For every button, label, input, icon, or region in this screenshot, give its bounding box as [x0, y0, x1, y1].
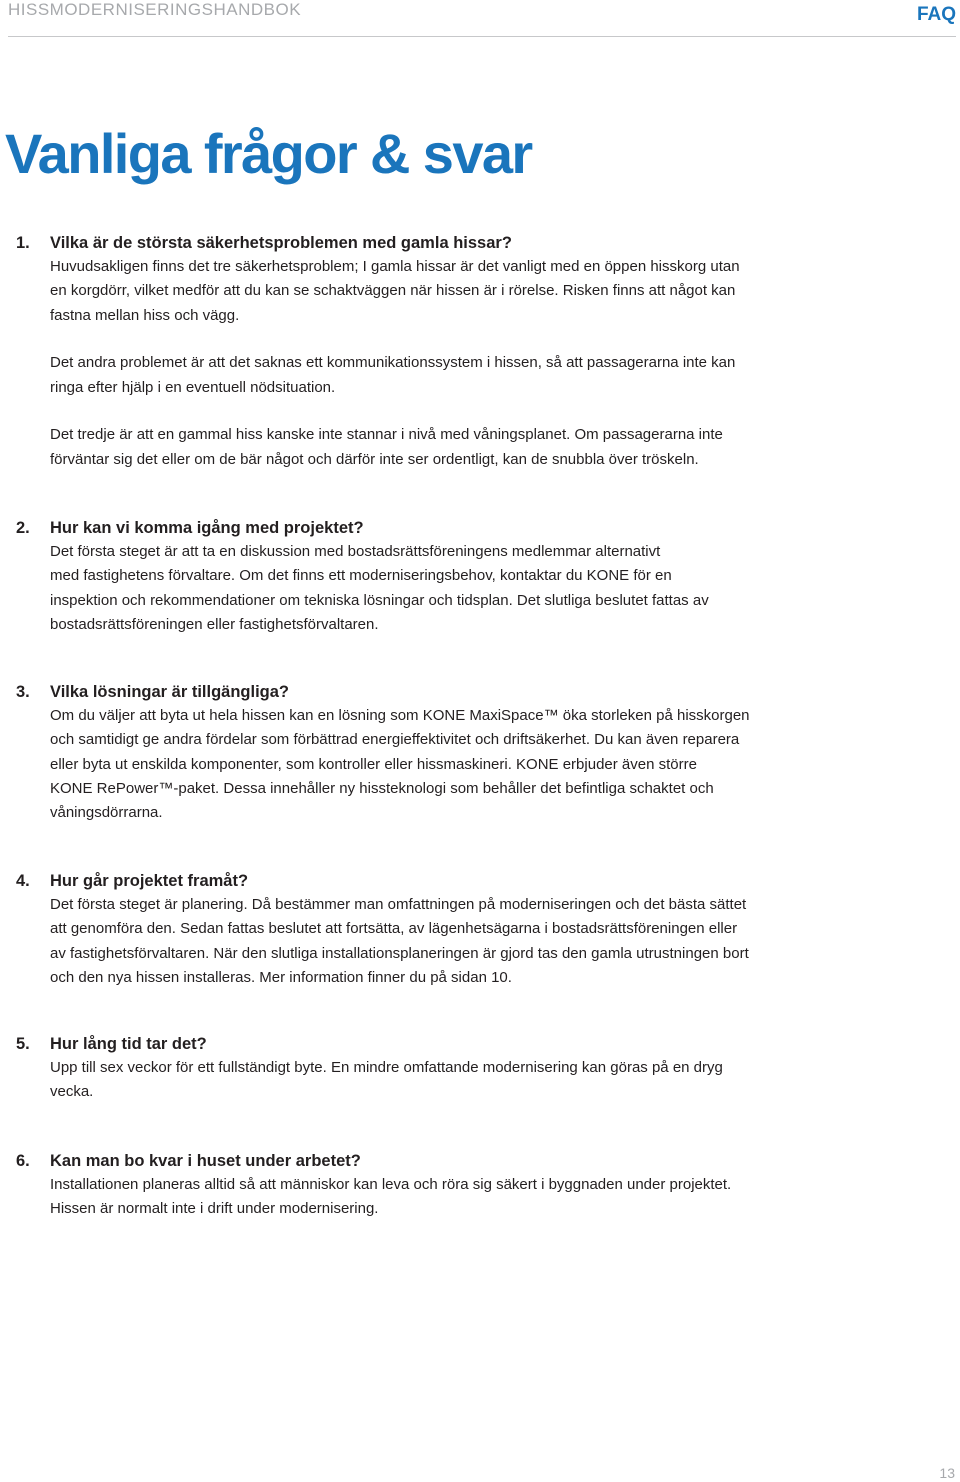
faq-number: 4. — [16, 872, 30, 890]
faq-question-text: Hur går projektet framåt? — [50, 872, 249, 890]
faq-answer — [50, 1056, 846, 1105]
faq-paragraph — [50, 1173, 846, 1222]
page-number: 13 — [939, 1465, 955, 1481]
faq-paragraph — [50, 1056, 846, 1105]
faq-item-4 — [16, 869, 846, 990]
text-line: Om du väljer att byta ut hela hissen kan en lösning som KONE MaxiSpace™ öka storleken på hisskorgen — [50, 707, 750, 724]
faq-item-3 — [16, 680, 846, 825]
faq-question-text: Vilka är de största säkerhetsproblemen med gamla hissar? — [50, 234, 512, 252]
faq-item-2 — [16, 516, 846, 637]
text-line: ringa efter hjälp i en eventuell nödsituation. — [50, 378, 336, 396]
faq-answer — [50, 540, 846, 637]
text-line: förväntar sig det eller om de bär något och därför inte ser ordentligt, kan de snubbla över tröskeln. — [50, 450, 699, 468]
text-line: våningsdörrarna. — [50, 804, 163, 822]
page-title: Vanliga frågor & svar — [5, 121, 532, 185]
faq-question — [16, 1149, 846, 1173]
faq-number: 3. — [16, 683, 30, 701]
faq-question-text: Hur lång tid tar det? — [50, 1035, 207, 1053]
faq-number: 6. — [16, 1152, 30, 1170]
section-label: FAQ — [916, 4, 956, 25]
text-line: av fastighetsförvaltaren. När den slutliga installationsplaneringen är gjord tas den gamla utrustningen bort — [50, 944, 749, 962]
text-line: Huvudsakligen finns det tre säkerhetsproblem; I gamla hissar är det vanligt med en öppen hisskorg utan — [50, 258, 740, 275]
text-line: Installationen planeras alltid så att människor kan leva och röra sig säkert i byggnaden under projektet. — [50, 1176, 732, 1193]
text-line: eller byta ut enskilda komponenter, som kontroller eller hissmaskineri. KONE erbjuder även större — [50, 755, 697, 773]
header-divider — [8, 36, 956, 37]
faq-answer — [50, 704, 846, 825]
faq-paragraph — [50, 704, 846, 825]
text-line: och den nya hissen installeras. Mer information finner du på sidan 10. — [50, 968, 512, 986]
faq-question — [16, 869, 846, 893]
faq-answer — [50, 1173, 846, 1222]
faq-paragraph — [50, 255, 846, 328]
text-line: Det första steget är att ta en diskussion med bostadsrättsföreningens medlemmar alternativt — [50, 543, 661, 560]
faq-question-text: Vilka lösningar är tillgängliga? — [50, 683, 290, 701]
faq-question — [16, 516, 846, 540]
faq-item-6 — [16, 1149, 846, 1222]
text-line: att genomföra den. Sedan fattas beslutet att fortsätta, av lägenhetsägarna i bostadsrättsföreningen eller — [50, 920, 738, 938]
faq-paragraph — [50, 351, 846, 400]
faq-question-text: Hur kan vi komma igång med projektet? — [50, 519, 364, 537]
handbook-title: HISSMODERNISERINGSHANDBOK — [8, 0, 302, 19]
faq-item-1 — [16, 231, 846, 472]
text-line: KONE RePower™-paket. Dessa innehåller ny hissteknologi som behåller det befintliga schaktet och — [50, 779, 714, 797]
faq-question — [16, 680, 846, 704]
faq-number: 5. — [16, 1035, 30, 1053]
text-line: inspektion och rekommendationer om tekniska lösningar och tidsplan. Det slutliga beslutet fattas av — [50, 591, 709, 609]
text-line: Det andra problemet är att det saknas ett kommunikationssystem i hissen, så att passagerarna inte kan — [50, 354, 736, 372]
text-line: Hissen är normalt inte i drift under modernisering. — [50, 1200, 379, 1218]
text-line: vecka. — [50, 1083, 94, 1101]
text-line: Det tredje är att en gammal hiss kanske inte stannar i nivå med våningsplanet. Om passagerarna inte — [50, 426, 723, 444]
text-line: Upp till sex veckor för ett fullständigt byte. En mindre omfattande modernisering kan göras på en dryg — [50, 1059, 723, 1076]
faq-paragraph — [50, 540, 846, 637]
faq-number: 2. — [16, 519, 30, 537]
faq-answer — [50, 893, 846, 990]
faq-question — [16, 231, 846, 255]
faq-number: 1. — [16, 234, 30, 252]
faq-item-5 — [16, 1032, 846, 1105]
faq-answer — [50, 255, 846, 472]
text-line: fastna mellan hiss och vägg. — [50, 306, 240, 324]
text-line: bostadsrättsföreningen eller fastighetsförvaltaren. — [50, 615, 379, 633]
faq-paragraph — [50, 423, 846, 472]
faq-question-text: Kan man bo kvar i huset under arbetet? — [50, 1152, 361, 1170]
text-line: och samtidigt ge andra fördelar som förbättrad energieffektivitet och driftsäkerhet. Du kan även reparera — [50, 731, 740, 749]
text-line: en korgdörr, vilket medför att du kan se schaktväggen när hissen är i rörelse. Risken finns att något kan — [50, 282, 736, 300]
faq-question — [16, 1032, 846, 1056]
faq-paragraph — [50, 893, 846, 990]
text-line: med fastighetens förvaltare. Om det finns ett moderniseringsbehov, kontaktar du KONE för en — [50, 567, 672, 585]
text-line: Det första steget är planering. Då bestämmer man omfattningen på moderniseringen och det bästa sättet — [50, 896, 747, 913]
